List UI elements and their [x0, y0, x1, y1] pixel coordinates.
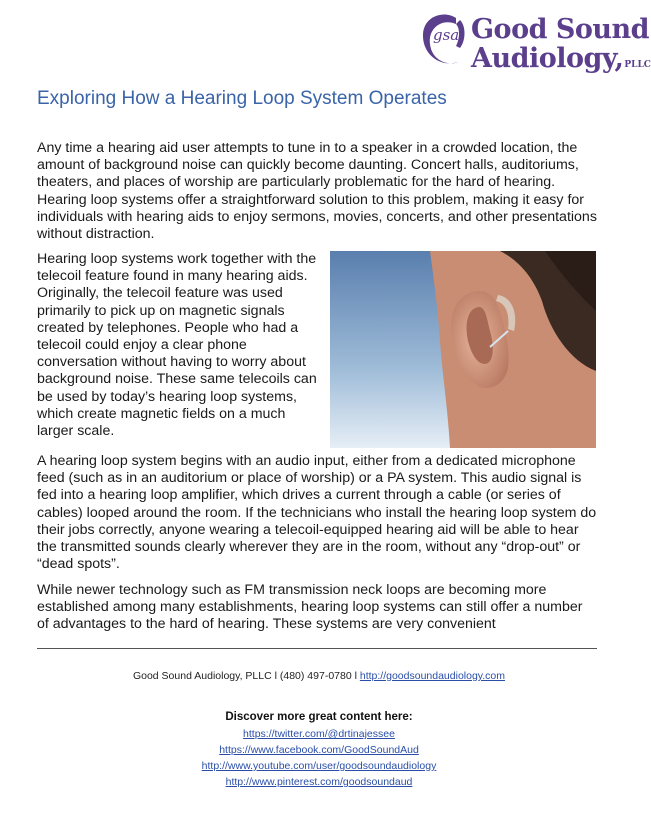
footer-contact: [0, 670, 638, 682]
footer-company: Good Sound Audiology, PLLC: [132, 670, 272, 682]
logo-pllc: PLLC: [624, 60, 651, 70]
logo-mark-icon: [416, 10, 468, 72]
article-title: Exploring How a Hearing Loop System Operates: [37, 88, 447, 109]
logo-line-1: Good Sound: [471, 14, 650, 45]
company-logo: [416, 10, 651, 80]
logo-initials: gsa: [433, 26, 460, 44]
ear-illustration: [330, 251, 596, 448]
discover-heading: Discover more great content here:: [225, 711, 413, 723]
logo-line-2-text: Audiology,: [471, 43, 624, 74]
article-paragraph-3: A hearing loop system begins with an audio input, either from a dedicated microphone feed (such as in an auditorium or place of worship) or a PA system. This audio signal is fed into a hearing loop amplifier, which drives a current through a cable (or series of cables) looped around the room. If the technicians who install the hearing loop system do their jobs correctly, anyone wearing a telecoil-equipped hearing aid will be able to hear the transmitted sounds clearly wherever they are in the room, without any “drop-out” or “dead spots”.: [37, 453, 597, 573]
footer-website-link[interactable]: http://goodsoundaudiology.com: [359, 670, 506, 682]
facebook-link[interactable]: https://www.facebook.com/GoodSoundAud: [219, 744, 419, 756]
logo-line-2: [471, 43, 651, 74]
article-paragraph-1: Any time a hearing aid user attempts to tune in to a speaker in a crowded location, the amount of background noise can quickly become daunting. Concert halls, auditoriums, theaters, and places of worship are particularly problematic for the hard of hearing. Hearing loop systems offer a straightforward solution to this problem, making it easy for individuals with hearing aids to enjoy sermons, movies, concerts, and other presentations without distraction.: [37, 140, 597, 243]
footer-divider: [37, 648, 597, 649]
footer-phone: (480) 497-0780: [279, 670, 352, 682]
hearing-aid-photo: [330, 251, 596, 448]
footer-separator-1: l: [271, 670, 280, 682]
footer-separator-2: l: [351, 670, 360, 682]
article-paragraph-2: Hearing loop systems work together with the telecoil feature found in many hearing aids. Originally, the telecoil feature was used primarily to pick up on magnetic signals created by telephones. People who had a telecoil could enjoy a clear phone conversation without having to worry about background noise. These same telecoils can be used by today’s hearing loop systems, which create magnetic fields on a much larger scale.: [37, 251, 317, 440]
social-links-list: [0, 726, 638, 790]
article-paragraph-4: While newer technology such as FM transmission neck loops are becoming more established among many establishments, hearing loop systems can still offer a number of advantages to the hard of hearing. These systems are very convenient: [37, 582, 583, 633]
youtube-link[interactable]: http://www.youtube.com/user/goodsoundaudiology: [201, 760, 437, 772]
pinterest-link[interactable]: http://www.pinterest.com/goodsoundaud: [225, 776, 413, 788]
twitter-link[interactable]: https://twitter.com/@drtinajessee: [243, 728, 395, 740]
